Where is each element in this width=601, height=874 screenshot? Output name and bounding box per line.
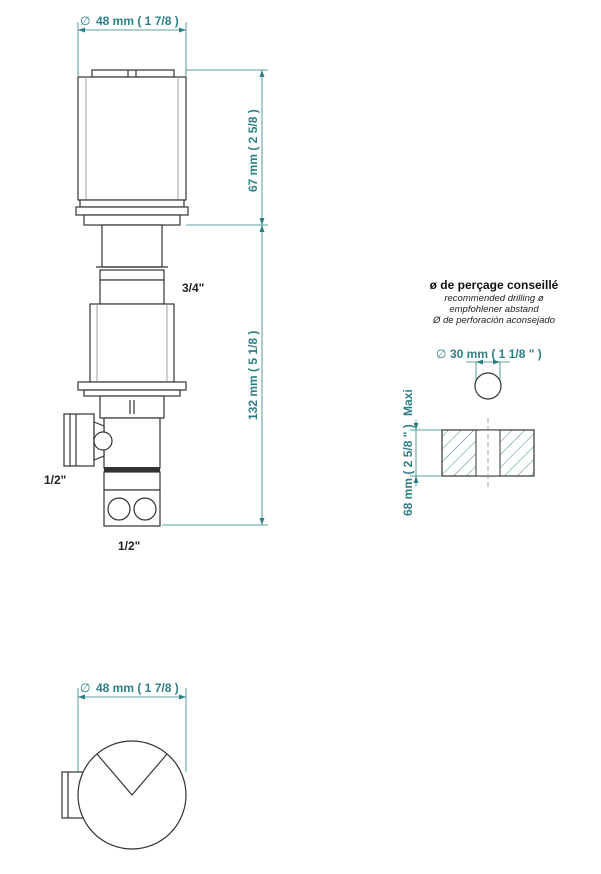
hole-diameter-dimension [436,347,542,399]
side-fitting [64,414,94,466]
valve-cap-body [78,77,186,200]
valve-front-view [64,70,188,526]
thread-label-3-4: 3/4" [182,281,205,295]
thread-3-4 [100,280,164,304]
drilling-title: ø de perçage conseillé [429,278,559,292]
hole-circle [475,373,501,399]
drilling-line-en: recommended drilling ø [444,293,544,304]
top-width-label: 48 mm ( 1 7/8 ) [96,14,179,28]
thread-label-side: 1/2" [44,473,67,487]
drilling-line-es: Ø de perforación aconsejado [433,315,555,326]
height-upper-label: 67 mm ( 2 5/8 ) [246,109,260,192]
height-lower-label: 132 mm ( 5 1/8 ) [246,330,260,420]
bottom-width-label: 48 mm ( 1 7/8 ) [96,681,179,695]
thread-label-bottom: 1/2" [118,539,141,553]
valve-stem [102,225,162,267]
dimension-height-lower [162,225,268,525]
drilling-line-de: empfohlener abstand [449,304,539,315]
diameter-symbol-bottom: ∅ [80,681,91,695]
max-word-label: Maxi [401,389,415,416]
valve-nut [100,396,164,418]
diameter-symbol-top: ∅ [80,14,91,28]
dimension-height-upper [186,70,268,225]
max-thickness-label: 68 mm ( 2 5/8 " ) [401,424,415,516]
valve-top-view [62,681,186,849]
hole-diameter-label: 30 mm ( 1 1/8 " ) [450,347,542,361]
diameter-symbol-hole: ∅ [436,347,447,361]
dimension-top-width [78,14,186,76]
valve-body [90,304,174,382]
drilling-info [430,278,559,326]
panel-section [401,389,534,516]
